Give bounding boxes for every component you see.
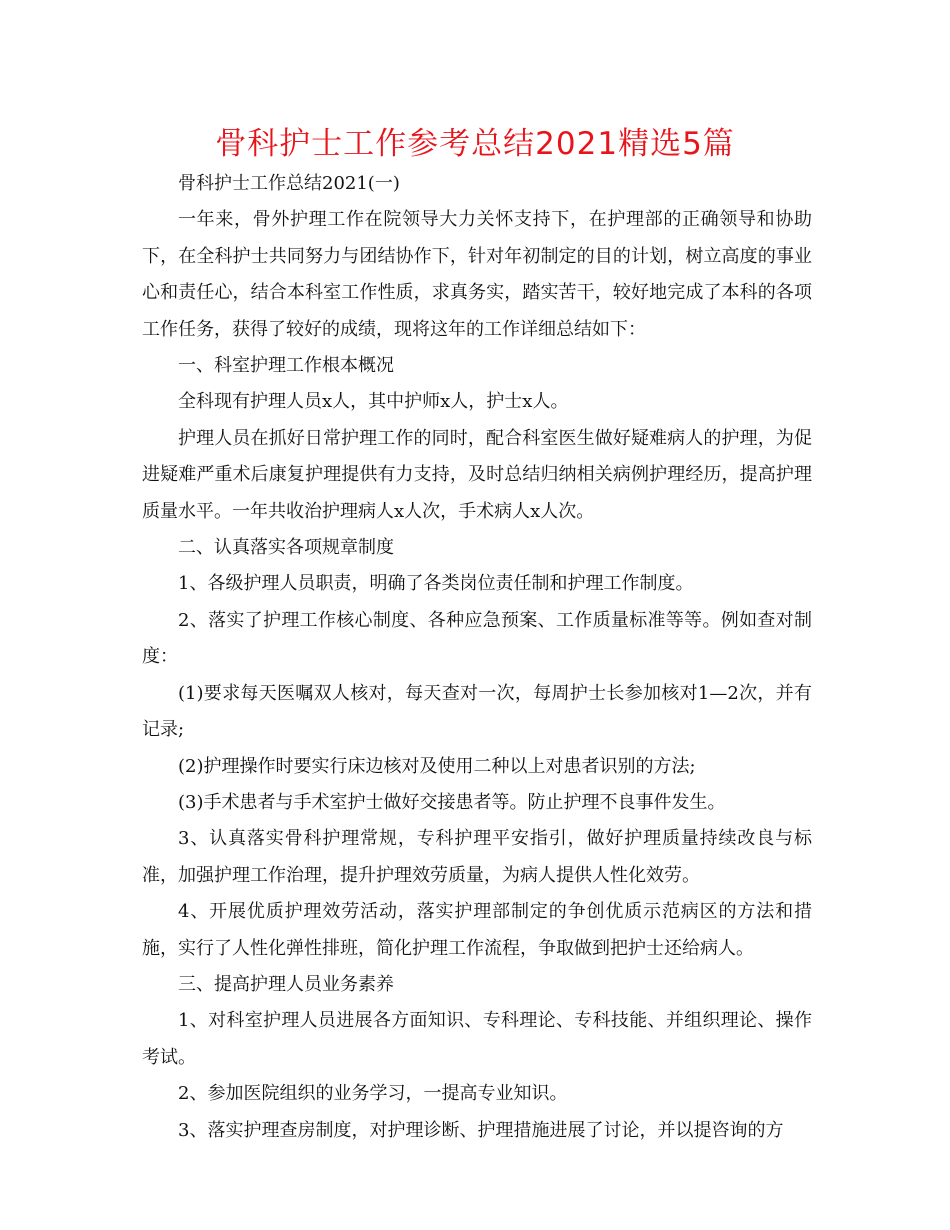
list-item: 1、各级护理人员职责，明确了各类岗位责任制和护理工作制度。 xyxy=(178,573,694,595)
section-heading: 一、科室护理工作根本概况 xyxy=(178,355,394,377)
section-heading: 二、认真落实各项规章制度 xyxy=(178,537,394,559)
paragraph: 一年来，骨外护理工作在院领导大力关怀支持下，在护理部的正确领导和协助下，在全科护士共同努力与团结协作下，针对年初制定的目的计划，树立高度的事业心和责任心，结合本科室工作性质，求真务实，踏实苦干，较好地完成了本科的各项工作任务，获得了较好的成绩，现将这年的工作详细总结如下： xyxy=(142,209,812,340)
sub-list-item: (1)要求每天医嘱双人核对，每天查对一次，每周护士长参加核对1—2次，并有记录; xyxy=(142,682,812,741)
section-heading: 三、提高护理人员业务素养 xyxy=(178,973,394,995)
list-item: 2、落实了护理工作核心制度、各种应急预案、工作质量标准等等。例如查对制度： xyxy=(142,609,812,668)
sub-list-item: (2)护理操作时要实行床边核对及使用二种以上对患者识别的方法; xyxy=(178,755,696,777)
paragraph-subtitle: 骨科护士工作总结2021(一) xyxy=(178,173,400,194)
paragraph: 护理人员在抓好日常护理工作的同时，配合科室医生做好疑难病人的护理，为促进疑难严重术后康复护理提供有力支持，及时总结归纳相关病例护理经历，提高护理质量水平。一年共收治护理病人x人次，手术病人x人次。 xyxy=(142,427,812,522)
list-item: 1、对科室护理人员进展各方面知识、专科理论、专科技能、并组织理论、操作考试。 xyxy=(142,1010,812,1068)
paragraph: 全科现有护理人员x人，其中护师x人，护士x人。 xyxy=(178,391,569,413)
document-title: 骨科护士工作参考总结2021精选5篇 xyxy=(215,126,735,162)
list-item: 2、参加医院组织的业务学习，一提高专业知识。 xyxy=(178,1083,568,1105)
document-body xyxy=(142,166,812,1149)
list-item: 3、认真落实骨科护理常规，专科护理平安指引，做好护理质量持续改良与标准，加强护理工作治理，提升护理效劳质量，为病人提供人性化效劳。 xyxy=(142,828,812,886)
list-item: 3、落实护理查房制度，对护理诊断、护理措施进展了讨论，并以提咨询的方 xyxy=(178,1119,784,1141)
sub-list-item: (3)手术患者与手术室护士做好交接患者等。防止护理不良事件发生。 xyxy=(178,791,726,813)
list-item: 4、开展优质护理效劳活动，落实护理部制定的争创优质示范病区的方法和措施，实行了人性化弹性排班，简化护理工作流程，争取做到把护士还给病人。 xyxy=(142,901,812,959)
